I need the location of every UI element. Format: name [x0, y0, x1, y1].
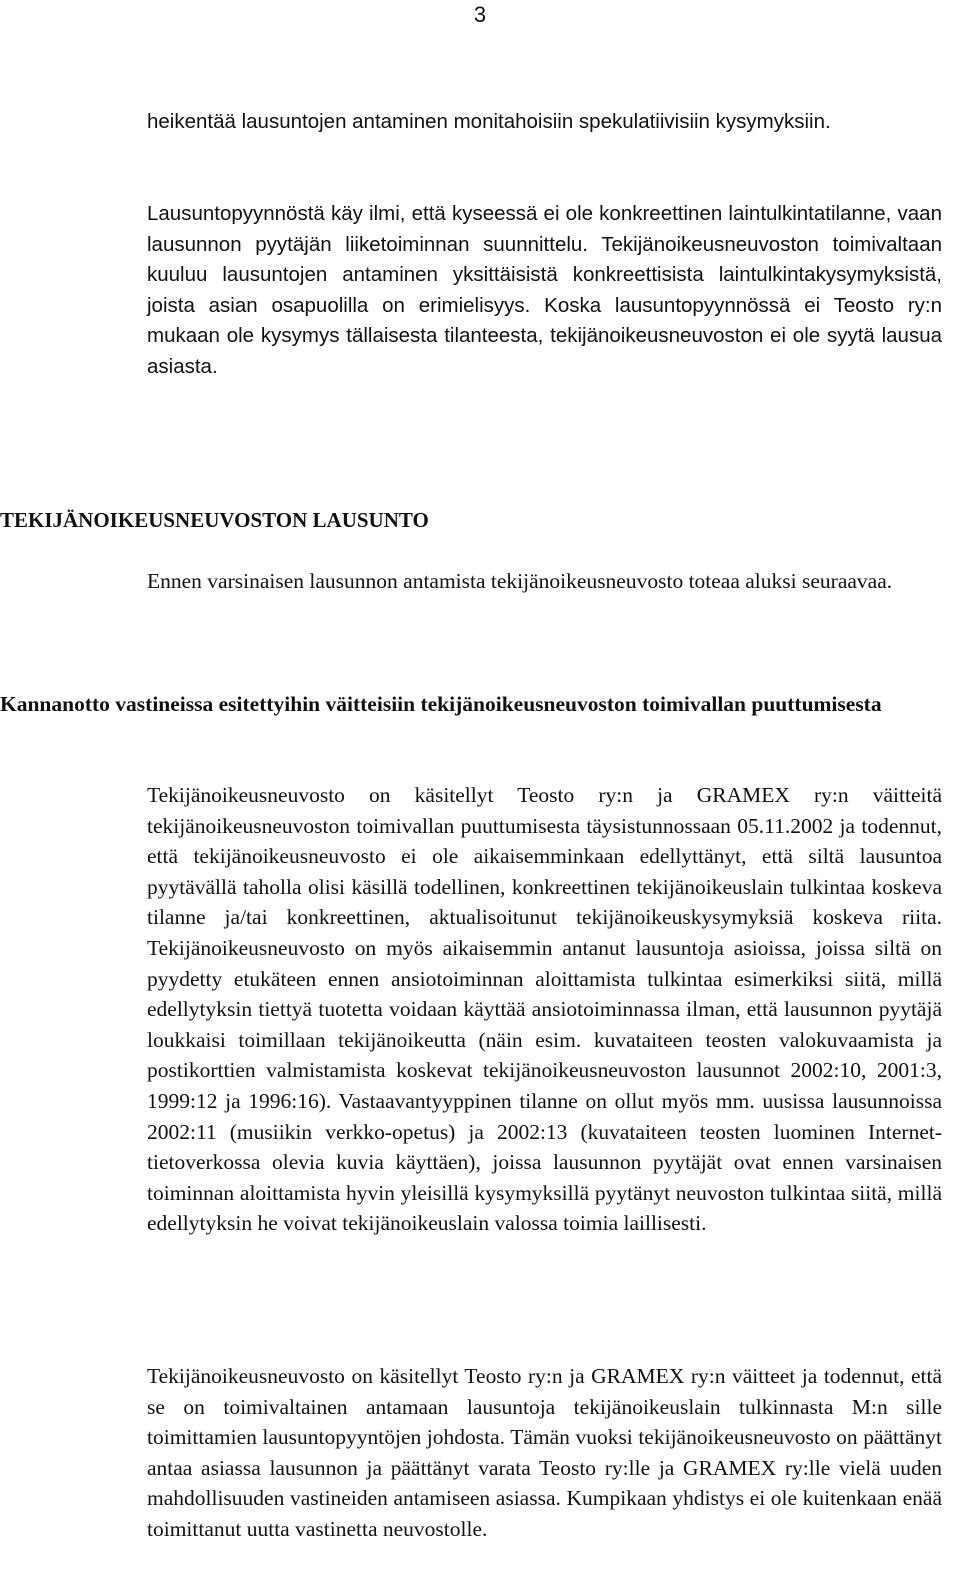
- paragraph-continuation: heikentää lausuntojen antaminen monitahoisiin spekulatiivisiin kysymyksiin.: [147, 110, 831, 133]
- paragraph-intro: Ennen varsinaisen lausunnon antamista tekijänoikeusneuvosto toteaa aluksi seuraavaa.: [147, 569, 893, 593]
- paragraph-competence-decision: Tekijänoikeusneuvosto on käsitellyt Teosto ry:n ja GRAMEX ry:n väitteet ja todennut, että se on toimivaltainen antamaan lausuntoja tekijänoikeuslain tulkinnasta M:n sille toimittamien lausuntopyyntöjen johdosta. Tämän vuoksi tekijänoikeusneuvosto on päättänyt antaa asiassa lausunnon ja päättänyt varata Teosto ry:lle ja GRAMEX ry:lle vielä uuden mahdollisuuden vastineiden antamiseen asiassa. Kumpikaan yhdistys ei ole kuitenkaan enää toimittanut uutta vastinetta neuvostolle.: [147, 1364, 942, 1541]
- paragraph-competence-discussion: Tekijänoikeusneuvosto on käsitellyt Teosto ry:n ja GRAMEX ry:n väitteitä tekijänoikeusneuvoston toimivallan puuttumisesta täysistunnossaan 05.11.2002 ja todennut, että tekijänoikeusneuvosto ei ole aikaisemminkaan edellyttänyt, että siltä lausuntoa pyytävällä taholla olisi käsillä todellinen, konkreettinen tekijänoikeuslain tulkintaa koskeva tilanne ja/tai konkreettinen, aktualisoitunut tekijänoikeuskysymyksiä koskeva riita. Tekijänoikeusneuvosto on myös aikaisemmin antanut lausuntoja asioissa, joissa siltä on pyydetty etukäteen ennen ansiotoiminnan aloittamista tulkintaa esimerkiksi siitä, millä edellytyksin tiettyä tuotetta voidaan käyttää ansiotoiminnassa ilman, että lausunnon pyytäjä loukkaisi toimillaan tekijänoikeutta (näin esim. kuvataiteen teosten valokuvaamista ja postikorttien valmistamista koskevat tekijänoikeusneuvoston lausunnot 2002:10, 2001:3, 1999:12 ja 1996:16). Vastaavantyyppinen tilanne on ollut myös mm. uusissa lausunnoissa 2002:11 (musiikin verkko-opetus) ja 2002:13 (kuvataiteen teosten luominen Internet-tietoverkossa olevia kuvia käyttäen), joissa lausunnon pyytäjät ovat ennen varsinaisen toiminnan aloittamista hyvin yleisillä kysymyksillä pyytänyt neuvoston tulkintaa siitä, millä edellytyksin he voivat tekijänoikeuslain valossa toimia laillisesti.: [147, 783, 942, 1236]
- main-heading: TEKIJÄNOIKEUSNEUVOSTON LAUSUNTO: [0, 508, 429, 532]
- paragraph-request-assessment: Lausuntopyynnöstä käy ilmi, että kyseessä ei ole konkreettinen laintulkintatilanne, vaan lausunnon pyytäjän liiketoiminnan suunnittelu. Tekijänoikeusneuvoston toimivaltaan kuuluu lausuntojen antaminen yksittäisistä konkreettisista laintulkintakysymyksistä, joista asian osapuolilla on erimielisyys. Koska lausuntopyynnössä ei Teosto ry:n mukaan ole kysymys tällaisesta tilanteesta, tekijänoikeusneuvoston ei ole syytä lausua asiasta.: [147, 202, 942, 378]
- page-number: 3: [473, 2, 487, 27]
- sub-heading: Kannanotto vastineissa esitettyihin väitteisiin tekijänoikeusneuvoston toimivallan puuttumisesta: [0, 692, 882, 716]
